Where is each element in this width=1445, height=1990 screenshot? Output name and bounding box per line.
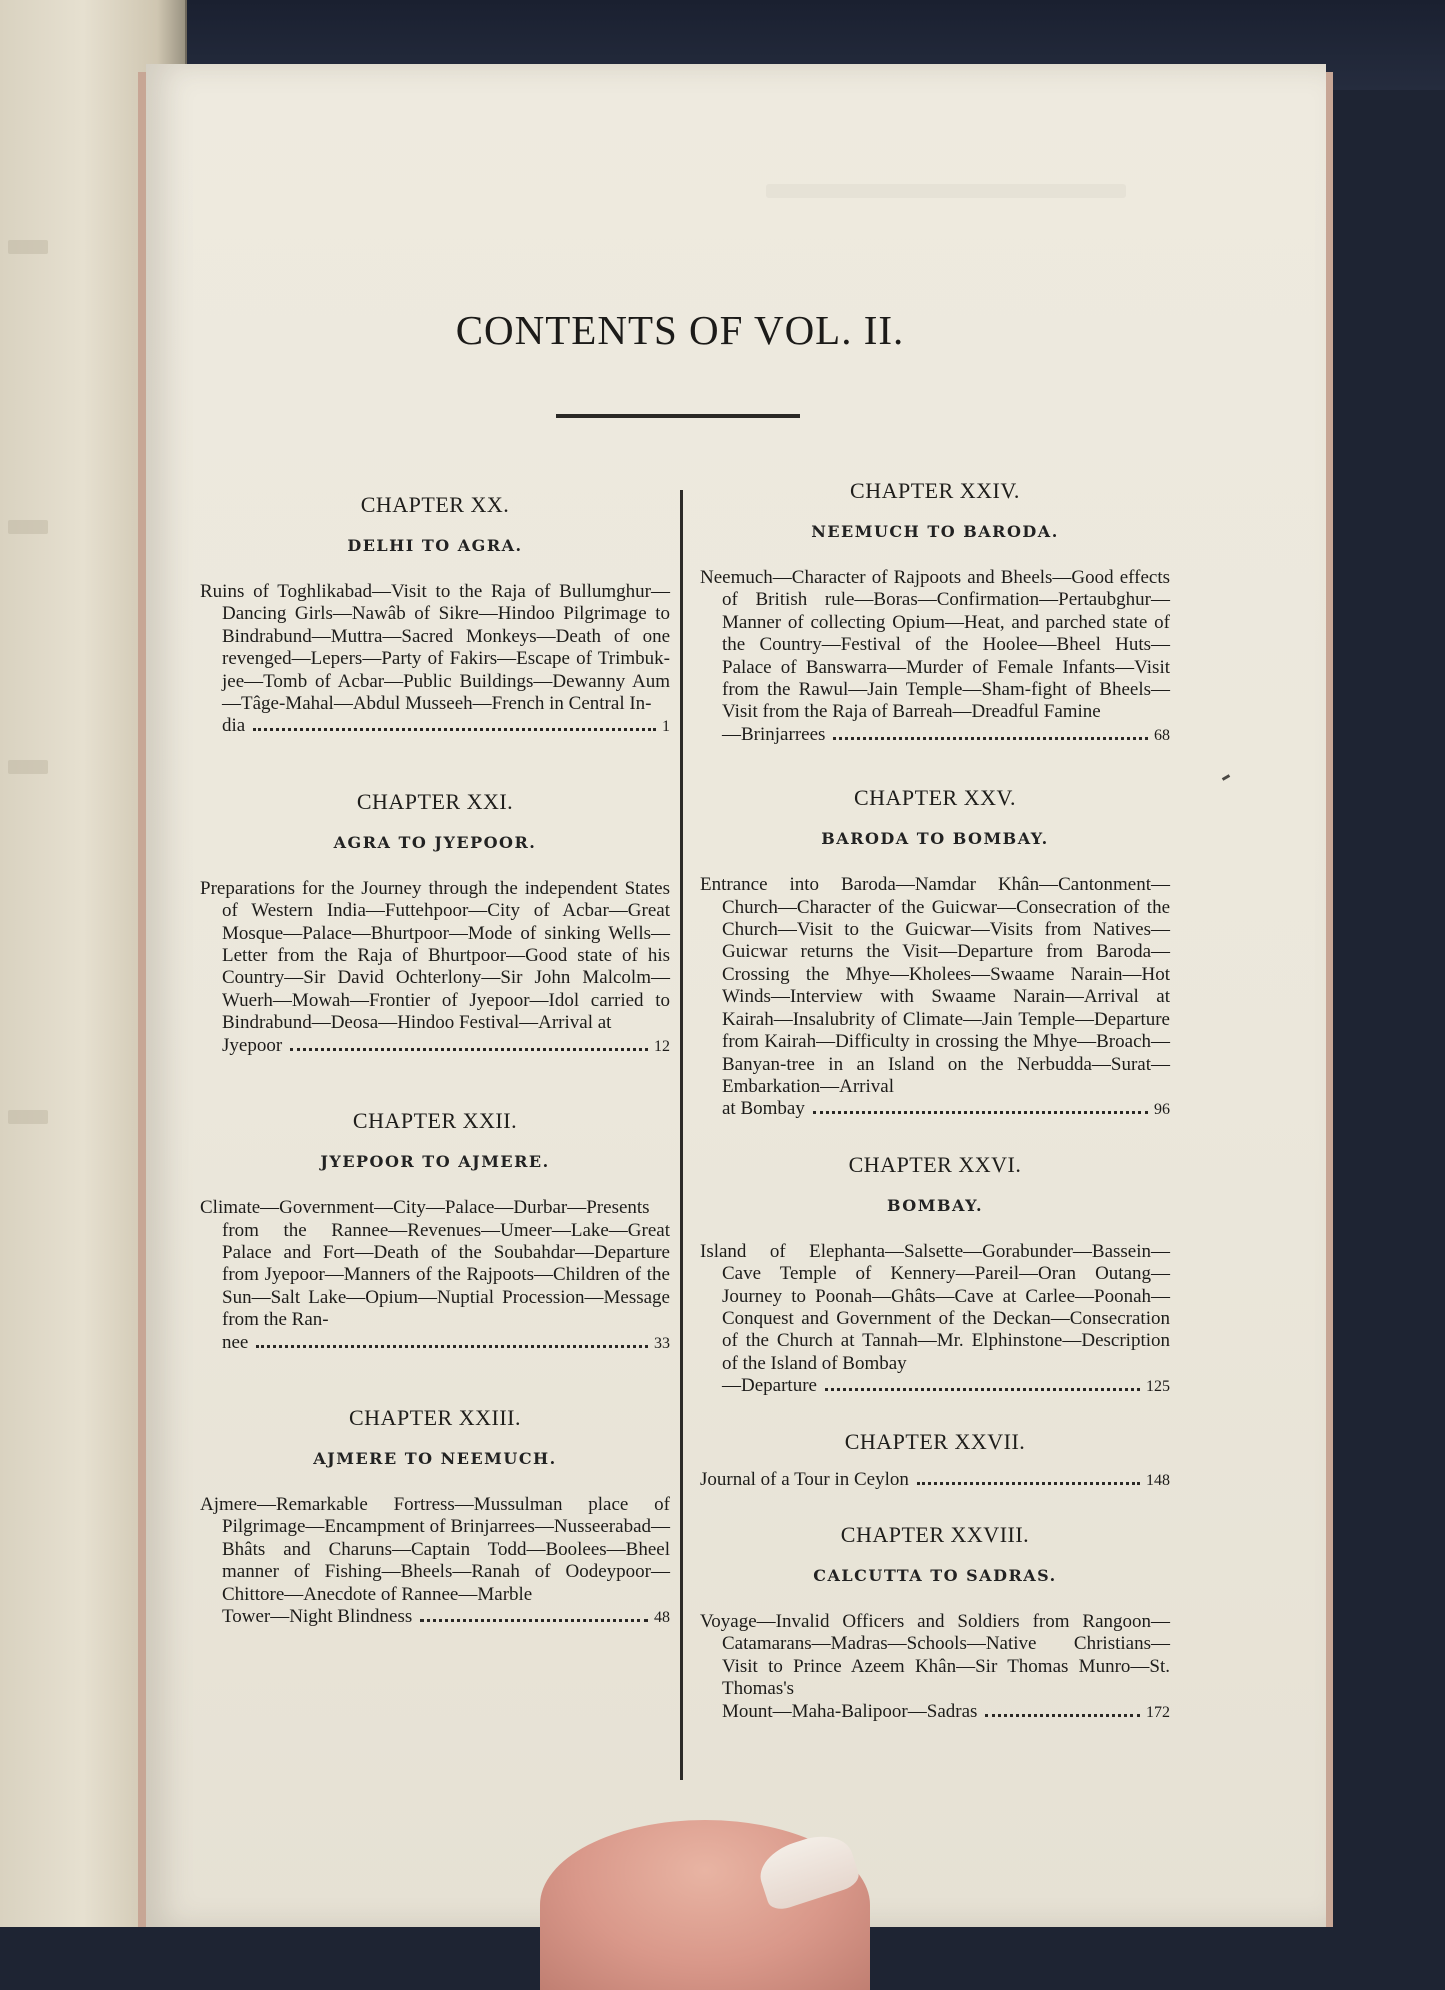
chapter-entry bbox=[700, 478, 1170, 747]
column-divider bbox=[680, 490, 683, 1780]
dot-leader bbox=[917, 1482, 1140, 1485]
chapter-heading: CHAPTER XXI. bbox=[356, 788, 514, 814]
chapter-summary: Voyage—Invalid Officers and Soldiers from Rangoon—Catamarans—Madras—Schools—Native Christians—Visit to Prince Azeem Khân—Sir Thomas Munro—St. Thomas's bbox=[700, 1610, 1170, 1700]
page-number: 172 bbox=[1146, 1703, 1170, 1721]
chapter-page-line bbox=[200, 1606, 670, 1629]
page-number: 12 bbox=[654, 1037, 670, 1055]
chapter-summary: Ruins of Toghlikabad—Visit to the Raja of Bullumghur—Dancing Girls—Nawâb of Sikre—Hindoo Pilgrimage to Bindrabund—Muttra—Sacred Monkeys—Death of one revenged—Lepers—Party of Fakirs—Escape of Trimbuk-jee—Tomb of Acbar—Public Buildings—Dewanny Aum—Tâge-Mahal—Abdul Musseeh—French in Central In- bbox=[200, 581, 670, 715]
chapter-entry bbox=[700, 785, 1170, 1121]
chapter-summary-end: at Bombay bbox=[722, 1098, 805, 1120]
dot-leader bbox=[813, 1111, 1148, 1114]
chapter-subtitle: NEEMUCH TO BARODA. bbox=[811, 522, 1059, 541]
right-column bbox=[700, 478, 1170, 1724]
dot-leader bbox=[825, 1388, 1140, 1391]
facing-page-ghost-text bbox=[8, 520, 48, 534]
chapter-entry bbox=[700, 1522, 1170, 1724]
chapter-subtitle: BOMBAY. bbox=[886, 1195, 984, 1215]
chapter-heading: CHAPTER XXVII. bbox=[844, 1428, 1026, 1454]
chapter-page-line bbox=[700, 1701, 1170, 1724]
chapter-entry bbox=[700, 1429, 1170, 1492]
chapter-entry bbox=[200, 492, 670, 739]
chapter-subtitle: CALCUTTA TO SADRAS. bbox=[813, 1565, 1057, 1585]
chapter-entry bbox=[200, 789, 670, 1058]
chapter-summary-end: Journal of a Tour in Ceylon bbox=[700, 1468, 909, 1490]
chapter-subtitle: JYEPOOR TO AJMERE. bbox=[320, 1152, 550, 1172]
chapter-page-line bbox=[200, 1035, 670, 1058]
page-number: 68 bbox=[1154, 726, 1170, 744]
chapter-page-line bbox=[200, 715, 670, 738]
dot-leader bbox=[985, 1714, 1140, 1717]
chapter-heading: CHAPTER XX. bbox=[360, 492, 510, 517]
page-number: 148 bbox=[1146, 1471, 1170, 1489]
show-through-text bbox=[766, 184, 1126, 198]
chapter-summary-end: dia bbox=[222, 715, 246, 737]
dot-leader bbox=[833, 737, 1148, 740]
chapter-summary-end: —Departure bbox=[722, 1375, 817, 1397]
chapter-heading: CHAPTER XXVI. bbox=[848, 1151, 1022, 1177]
facing-page-ghost-text bbox=[8, 1110, 48, 1124]
page-number: 96 bbox=[1154, 1101, 1170, 1119]
chapter-page-line bbox=[700, 724, 1170, 747]
facing-page-ghost-text bbox=[8, 760, 48, 774]
chapter-entry bbox=[700, 1152, 1170, 1399]
left-column bbox=[200, 492, 670, 1679]
chapter-page-line bbox=[700, 1098, 1170, 1121]
chapter-summary: Ajmere—Remarkable Fortress—Mussulman place of Pilgrimage—Encampment of Brinjarrees—Nusseerabad—Bhâts and Charuns—Captain Todd—Boolees—Bheel manner of Fishing—Bheels—Ranah of Oodeypoor—Chittore—Anecdote of Rannee—Marble bbox=[200, 1493, 670, 1605]
page-number: 48 bbox=[654, 1608, 670, 1626]
facing-page-ghost-text bbox=[8, 240, 48, 254]
chapter-heading: CHAPTER XXVIII. bbox=[840, 1521, 1030, 1547]
chapter-summary-end: Mount—Maha-Balipoor—Sadras bbox=[722, 1700, 978, 1722]
dot-leader bbox=[256, 1345, 648, 1348]
chapter-heading: CHAPTER XXIII. bbox=[349, 1404, 521, 1430]
chapter-summary-end: —Brinjarrees bbox=[722, 723, 826, 745]
chapter-heading: CHAPTER XXV. bbox=[853, 785, 1017, 811]
title-rule bbox=[556, 414, 800, 418]
chapter-summary: Preparations for the Journey through the independent States of Western India—Futtehpoor—City of Acbar—Great Mosque—Palace—Bhurtpoor—Mode of sinking Wells—Letter from the Raja of Bhurtpoor—Good state of his Country—Sir David Ochterlony—Sir John Malcolm—Wuerh—Mowah—Frontier of Jyepoor—Idol carried to Bindrabund—Deosa—Hindoo Festival—Arrival at bbox=[200, 877, 670, 1034]
chapter-subtitle: AJMERE TO NEEMUCH. bbox=[313, 1448, 557, 1468]
page-number: 1 bbox=[662, 718, 670, 736]
chapter-summary: Climate—Government—City—Palace—Durbar—Presents from the Rannee—Revenues—Umeer—Lake—Great Palace and Fort—Death of the Soubahdar—Departure from Jyepoor—Manners of the Rajpoots—Children of the Sun—Salt Lake—Opium—Nuptial Procession—Message from the Ran- bbox=[200, 1197, 670, 1331]
chapter-page-line bbox=[700, 1469, 1170, 1492]
chapter-heading: CHAPTER XXIV. bbox=[850, 478, 1020, 503]
page-number: 125 bbox=[1146, 1378, 1170, 1396]
chapter-summary-end: nee bbox=[222, 1331, 249, 1353]
chapter-summary: Island of Elephanta—Salsette—Gorabunder—Bassein—Cave Temple of Kennery—Pareil—Oran Outang—Journey to Poonah—Ghâts—Cave at Carlee—Poonah—Conquest and Government of the Deckan—Consecration of the Church at Tannah—Mr. Elphinstone—Description of the Island of Bombay bbox=[700, 1240, 1170, 1374]
dot-leader bbox=[420, 1619, 648, 1622]
dot-leader bbox=[253, 728, 656, 731]
chapter-entry bbox=[200, 1108, 670, 1355]
chapter-subtitle: DELHI TO AGRA. bbox=[347, 536, 523, 555]
chapter-page-line bbox=[700, 1375, 1170, 1398]
chapter-summary-end: Jyepoor bbox=[222, 1034, 283, 1056]
dot-leader bbox=[290, 1048, 648, 1051]
chapter-entry bbox=[200, 1405, 670, 1629]
chapter-summary-end: Tower—Night Blindness bbox=[222, 1605, 413, 1627]
chapter-summary: Neemuch—Character of Rajpoots and Bheels—Good effects of British rule—Boras—Confirmation—Pertaubghur—Manner of collecting Opium—Heat, and parched state of the Country—Festival of the Hoolee—Bheel Huts—Palace of Banswarra—Murder of Female Infants—Visit from the Rawul—Jain Temple—Sham-fight of Bheels—Visit from the Raja of Barreah—Dreadful Famine bbox=[700, 567, 1170, 723]
chapter-summary: Entrance into Baroda—Namdar Khân—Cantonment—Church—Character of the Guicwar—Consecration of the Church—Visit to the Guicwar—Visits from Natives—Guicwar returns the Visit—Departure from Baroda—Crossing the Mhye—Kholees—Swaame Narain—Hot Winds—Interview with Swaame Narain—Arrival at Kairah—Insalubrity of Climate—Jain Temple—Departure from Kairah—Difficulty in crossing the Mhye—Broach—Banyan-tree in an Island on the Nerbudda—Surat—Embarkation—Arrival bbox=[700, 874, 1170, 1097]
chapter-page-line bbox=[200, 1332, 670, 1355]
chapter-heading: CHAPTER XXII. bbox=[352, 1108, 518, 1134]
page-title: CONTENTS OF VOL. II. bbox=[455, 307, 905, 353]
page-number: 33 bbox=[654, 1334, 670, 1352]
chapter-subtitle: BARODA TO BOMBAY. bbox=[821, 829, 1049, 849]
chapter-subtitle: AGRA TO JYEPOOR. bbox=[333, 832, 537, 852]
